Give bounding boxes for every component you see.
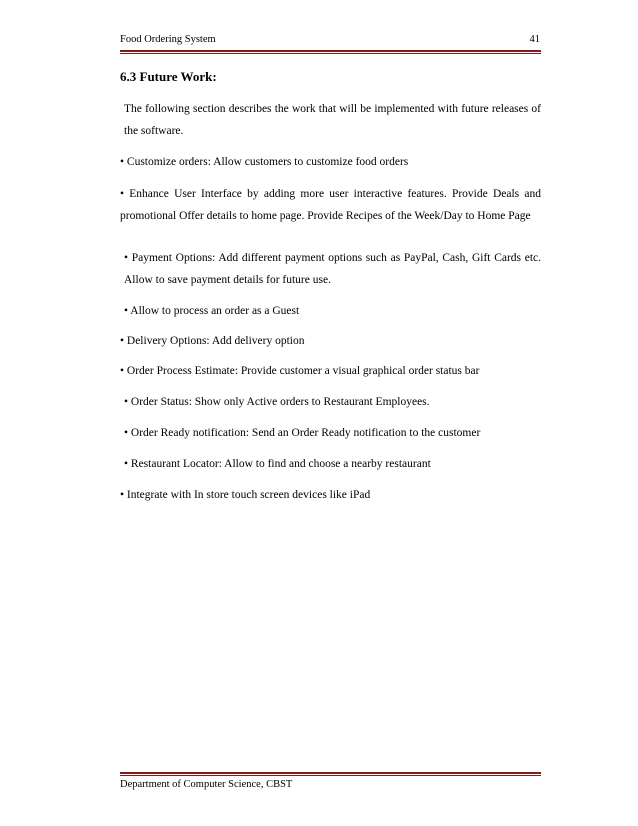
page-number: 41 [529,34,540,45]
footer-department: Department of Computer Science, CBST [120,779,293,790]
list-item-restaurant-locator: • Restaurant Locator: Allow to find and choose a nearby restaurant [124,458,431,470]
list-item-order-status: • Order Status: Show only Active orders to Restaurant Employees. [124,396,430,408]
header-title: Food Ordering System [120,34,216,45]
list-item-guest-order: • Allow to process an order as a Guest [124,305,300,317]
list-item-instore-devices: • Integrate with In store touch screen devices like iPad [120,489,371,501]
section-heading: 6.3 Future Work: [120,69,217,84]
header-rule [120,50,541,54]
list-item-order-process-estimate: • Order Process Estimate: Provide customer a visual graphical order status bar [120,365,480,377]
list-item-customize-orders: • Customize orders: Allow customers to customize food orders [120,156,409,168]
list-item-order-ready-notification: • Order Ready notification: Send an Order Ready notification to the customer [124,427,481,439]
list-item-enhance-ui: • Enhance User Interface by adding more user interactive features. Provide Deals and promotional Offer details to home page. Provide Recipes of the Week/Day to Home Page [120,188,541,222]
list-item-delivery-options: • Delivery Options: Add delivery option [120,335,305,347]
footer-rule [120,772,541,776]
page-header [120,33,540,47]
list-item-payment-options: • Payment Options: Add different payment options such as PayPal, Cash, Gift Cards etc. Allow to save payment details for future use. [124,252,541,286]
intro-paragraph: The following section describes the work that will be implemented with future releases of the software. [124,103,541,137]
